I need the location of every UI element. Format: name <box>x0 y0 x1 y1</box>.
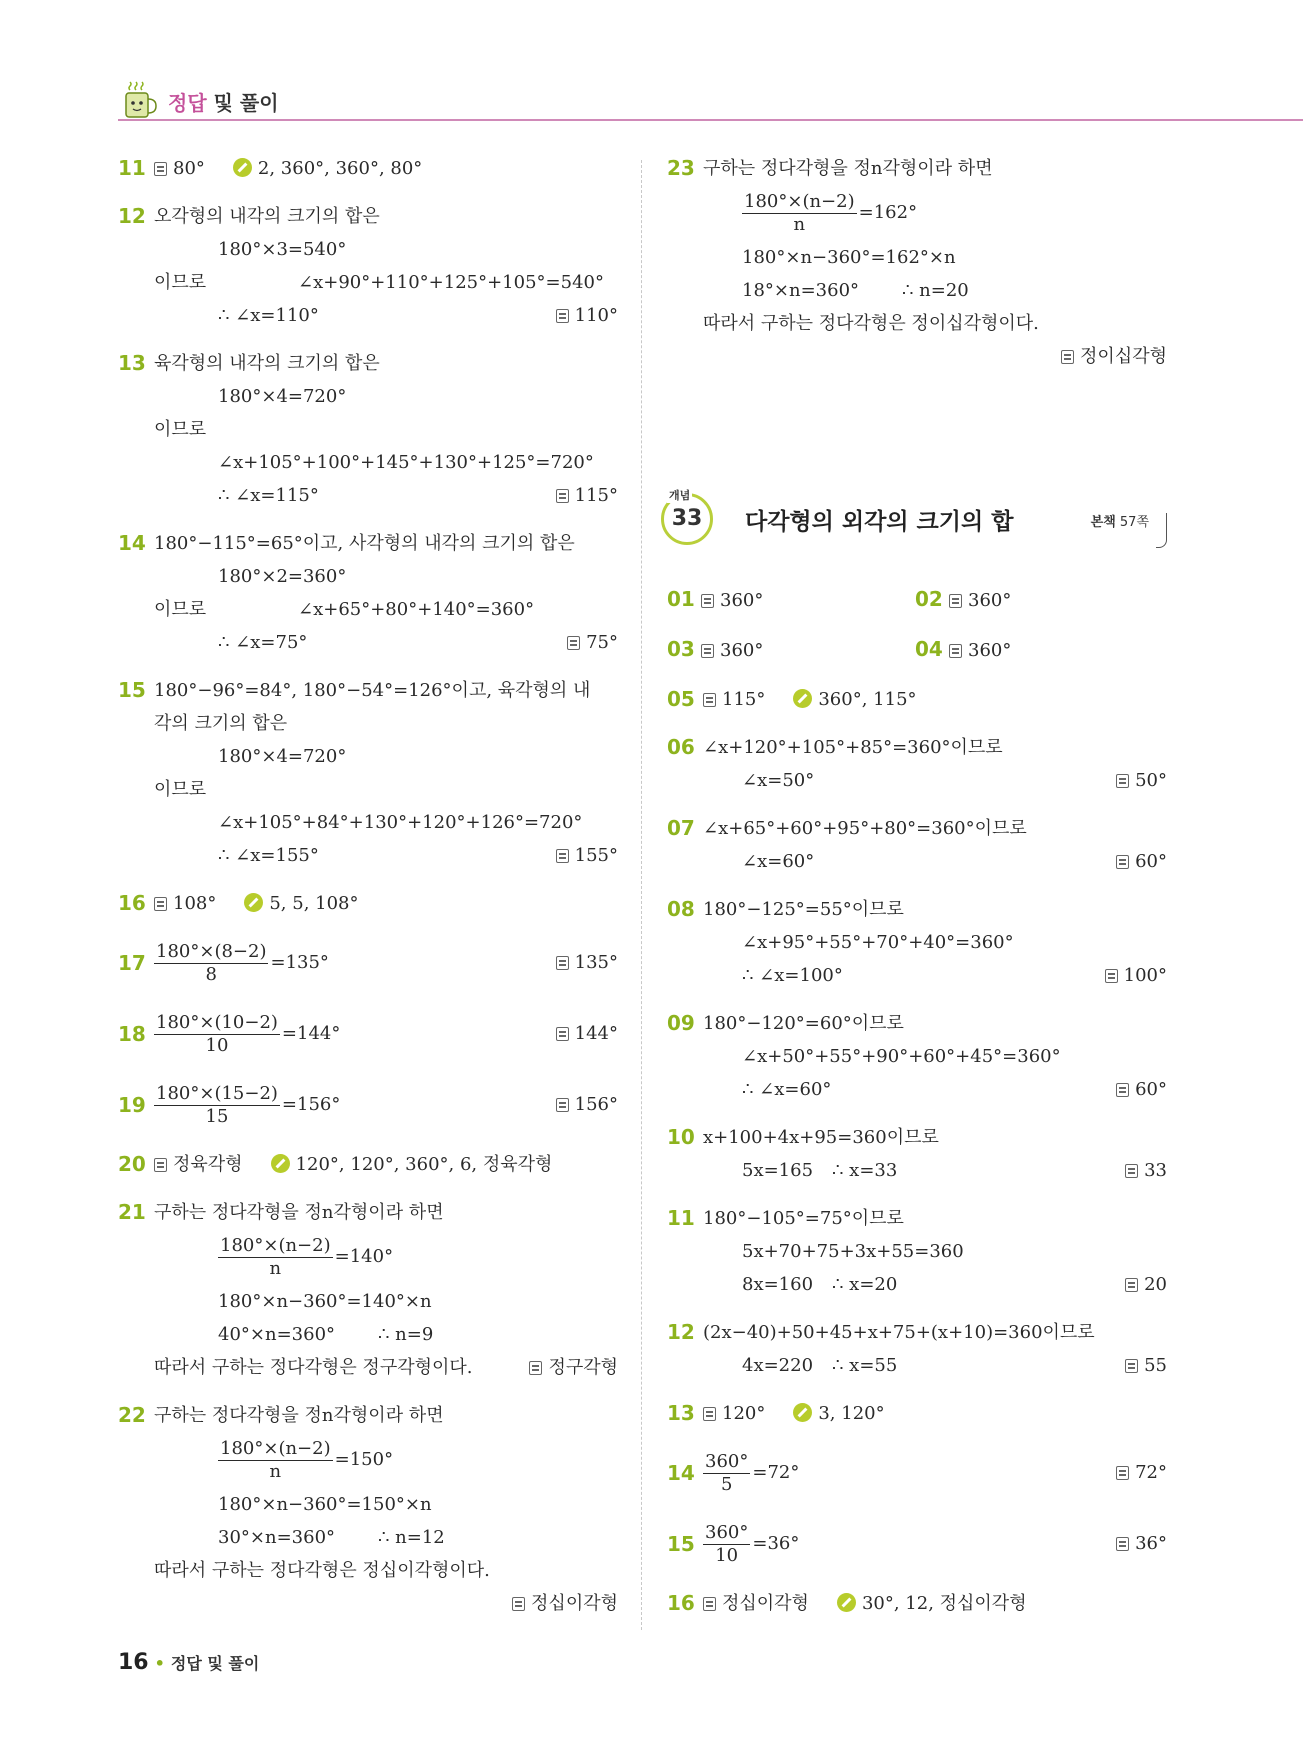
problem-number: 09 <box>667 1011 695 1035</box>
problem-13 <box>118 347 618 512</box>
page-header-title: 정답 및 풀이 <box>168 91 279 115</box>
solution-text: ∠x+105°+84°+130°+120°+126°=720° <box>218 812 583 833</box>
solution-text: ∴ ∠x=110° <box>218 305 319 326</box>
solution-text: ∠x=60° <box>742 851 815 872</box>
problem-number: 07 <box>667 816 695 840</box>
answer-value: 80° <box>173 158 205 179</box>
answer-value: 156° <box>574 1094 618 1115</box>
solution-text: 18°×n=360° <box>742 280 860 301</box>
problem-12-right <box>667 1316 1167 1382</box>
answer-row <box>667 633 1167 683</box>
answer-value: 360° <box>720 640 764 661</box>
answer-note-icon <box>567 636 580 650</box>
answer-value: 360° <box>968 590 1012 611</box>
check-pencil-icon <box>793 689 812 708</box>
solution-text: 180°×3=540° <box>218 239 347 260</box>
answer-value: 60° <box>1135 1079 1167 1100</box>
fraction: $\frac{180^\circ\times(8-2)}{8}$ <box>156 940 267 985</box>
problem-14-right <box>667 1445 1167 1501</box>
check-value: 5, 5, 108° <box>269 893 359 914</box>
solution-text: =150° <box>334 1449 394 1470</box>
answer-value: 100° <box>1123 965 1167 986</box>
left-column <box>118 152 618 1635</box>
answer-note-icon <box>701 594 714 608</box>
section-title: 다각형의 외각의 크기의 합 <box>745 509 1014 535</box>
solution-text: 구하는 정다각형을 정n각형이라 하면 <box>703 158 993 179</box>
answer-note-icon <box>1061 350 1074 364</box>
answer-note-icon <box>1125 1359 1138 1373</box>
problem-15-right <box>667 1516 1167 1572</box>
solution-text: 따라서 구하는 정다각형은 정십이각형이다. <box>154 1560 490 1581</box>
problem-15 <box>118 674 618 872</box>
check-value: 30°, 12, 정십이각형 <box>861 1593 1027 1614</box>
check-pencil-icon <box>233 158 252 177</box>
problem-number: 03 <box>667 637 695 661</box>
header-rule <box>118 119 1303 121</box>
check-pencil-icon <box>271 1154 290 1173</box>
answer-value: 360° <box>968 640 1012 661</box>
answer-note-icon <box>701 644 714 658</box>
answer-value: 정이십각형 <box>1080 346 1167 367</box>
answer-note-icon <box>1116 1083 1129 1097</box>
fraction: $\frac{180^\circ\times(n-2)}{n}$ <box>744 190 855 235</box>
solution-text: ∴ ∠x=155° <box>218 845 319 866</box>
answer-value: 108° <box>173 893 217 914</box>
answer-value: 115° <box>574 485 618 506</box>
problem-number: 23 <box>667 156 695 180</box>
answer-note-icon <box>1116 1466 1129 1480</box>
answer-note-icon <box>703 1407 716 1421</box>
solution-text: 구하는 정다각형을 정n각형이라 하면 <box>154 1405 444 1426</box>
answer-value: 55 <box>1144 1355 1167 1376</box>
answer-note-icon <box>1125 1278 1138 1292</box>
answer-note-icon <box>556 1027 569 1041</box>
solution-text: =144° <box>281 1023 341 1044</box>
section-header <box>667 483 1167 563</box>
solution-text: 180°×n−360°=162°×n <box>742 247 956 268</box>
problem-number: 14 <box>667 1461 695 1485</box>
answer-value: 60° <box>1135 851 1167 872</box>
problem-16-right <box>667 1587 1167 1620</box>
solution-text: ∴ n=9 <box>378 1324 434 1345</box>
solution-text: 육각형의 내각의 크기의 합은 <box>154 353 380 374</box>
problem-number: 13 <box>667 1401 695 1425</box>
answer-note-icon <box>1116 1537 1129 1551</box>
page-number: 16 <box>118 1650 149 1675</box>
solution-text: ∴ n=20 <box>902 280 969 301</box>
solution-text: 180°×4=720° <box>218 386 347 407</box>
problem-number: 16 <box>118 891 146 915</box>
answer-value: 정십이각형 <box>531 1593 618 1614</box>
solution-text: =156° <box>281 1094 341 1115</box>
fraction: $\frac{360^\circ}{5}$ <box>705 1450 749 1495</box>
footer-label: 정답 및 풀이 <box>170 1654 260 1673</box>
solution-text: 이므로 <box>154 419 207 440</box>
answer-note-icon <box>1116 774 1129 788</box>
answer-value: 110° <box>574 305 618 326</box>
solution-text: =140° <box>334 1246 394 1267</box>
check-pencil-icon <box>793 1403 812 1422</box>
solution-text: ∴ ∠x=60° <box>742 1079 832 1100</box>
problem-number: 13 <box>118 351 146 375</box>
problem-number: 21 <box>118 1200 146 1224</box>
answer-note-icon <box>154 162 167 176</box>
solution-text: ∠x+105°+100°+145°+130°+125°=720° <box>218 452 594 473</box>
solution-text: ∠x+95°+55°+70°+40°=360° <box>742 932 1014 953</box>
problem-19 <box>118 1077 618 1133</box>
solution-text: ∴ x=55 <box>832 1355 898 1376</box>
solution-text: 180°×4=720° <box>218 746 347 767</box>
problem-23 <box>667 152 1167 373</box>
problem-05 <box>667 683 1167 716</box>
check-pencil-icon <box>244 893 263 912</box>
problem-12 <box>118 200 618 332</box>
answer-note-icon <box>556 1098 569 1112</box>
answer-value: 정십이각형 <box>722 1593 809 1614</box>
answer-note-icon <box>556 309 569 323</box>
problem-16 <box>118 887 618 920</box>
solution-text: 구하는 정다각형을 정n각형이라 하면 <box>154 1202 444 1223</box>
solution-text: 180°−115°=65°이고, 사각형의 내각의 크기의 합은 <box>154 533 575 554</box>
answer-note-icon <box>1105 969 1118 983</box>
concept-label: 개념 <box>669 489 691 502</box>
problem-14 <box>118 527 618 659</box>
section-bracket <box>1156 513 1167 548</box>
answer-line <box>118 158 422 179</box>
solution-text: 8x=160 <box>742 1274 814 1295</box>
problem-10 <box>667 1121 1167 1187</box>
answer-note-icon <box>949 594 962 608</box>
problem-number: 17 <box>118 951 146 975</box>
answer-value: 75° <box>586 632 618 653</box>
answer-note-icon <box>1125 1164 1138 1178</box>
solution-text: 각의 크기의 합은 <box>154 713 288 734</box>
check-value: 120°, 120°, 360°, 6, 정육각형 <box>295 1154 553 1175</box>
solution-text: 따라서 구하는 정다각형은 정이십각형이다. <box>703 313 1039 334</box>
answer-value: 144° <box>574 1023 618 1044</box>
answer-value: 36° <box>1135 1533 1167 1554</box>
answer-note-icon <box>703 1597 716 1611</box>
answer-value: 33 <box>1144 1160 1167 1181</box>
column-divider <box>641 160 642 1630</box>
answer-value: 155° <box>574 845 618 866</box>
problem-07 <box>667 812 1167 878</box>
answer-note-icon <box>529 1361 542 1375</box>
problem-number: 12 <box>667 1320 695 1344</box>
fraction: $\frac{180^\circ\times(15-2)}{15}$ <box>156 1082 278 1127</box>
problem-11-right <box>667 1202 1167 1301</box>
answer-value: 정구각형 <box>548 1357 618 1378</box>
fraction: $\frac{360^\circ}{10}$ <box>705 1521 749 1566</box>
solution-text: ∠x+90°+110°+125°+105°=540° <box>298 272 604 293</box>
solution-text: 180°−120°=60°이므로 <box>703 1013 904 1034</box>
solution-text: =72° <box>752 1462 800 1483</box>
check-value: 3, 120° <box>818 1403 885 1424</box>
problem-number: 04 <box>915 637 943 661</box>
problem-number: 05 <box>667 687 695 711</box>
answer-value: 120° <box>722 1403 766 1424</box>
fraction: $\frac{180^\circ\times(n-2)}{n}$ <box>220 1437 331 1482</box>
answer-value: 72° <box>1135 1462 1167 1483</box>
check-value: 360°, 115° <box>818 689 917 710</box>
problem-number: 18 <box>118 1022 146 1046</box>
solution-text: 180°×n−360°=150°×n <box>218 1494 432 1515</box>
solution-text: =135° <box>270 952 329 973</box>
problem-number: 01 <box>667 587 695 611</box>
problem-22 <box>118 1399 618 1620</box>
check-value: 2, 360°, 360°, 80° <box>257 158 423 179</box>
cup-mascot-icon <box>118 78 160 122</box>
solution-text: ∴ x=33 <box>832 1160 898 1181</box>
problem-20 <box>118 1148 618 1181</box>
answer-note-icon <box>556 489 569 503</box>
solution-text: ∴ ∠x=115° <box>218 485 319 506</box>
problem-06 <box>667 731 1167 797</box>
answer-note-icon <box>512 1597 525 1611</box>
solution-text: 이므로 <box>154 272 207 293</box>
fraction: $\frac{180^\circ\times(n-2)}{n}$ <box>220 1234 331 1279</box>
solution-text: 4x=220 <box>742 1355 814 1376</box>
answer-row <box>667 583 1167 633</box>
solution-text: ∠x+65°+80°+140°=360° <box>298 599 535 620</box>
problem-number: 02 <box>915 587 943 611</box>
solution-text: ∠x+65°+60°+95°+80°=360°이므로 <box>703 818 1027 839</box>
problem-number: 06 <box>667 735 695 759</box>
problem-17 <box>118 935 618 991</box>
page-header <box>118 78 1303 124</box>
problem-number: 15 <box>118 678 146 702</box>
solution-text: 오각형의 내각의 크기의 합은 <box>154 206 380 227</box>
solution-text: ∴ ∠x=75° <box>218 632 308 653</box>
answer-value: 20 <box>1144 1274 1167 1295</box>
answer-note-icon <box>556 956 569 970</box>
footer-separator: • <box>154 1654 165 1673</box>
problem-09 <box>667 1007 1167 1106</box>
solution-text: ∠x+120°+105°+85°=360°이므로 <box>703 737 1003 758</box>
solution-text: 이므로 <box>154 779 207 800</box>
solution-text: 180°−125°=55°이므로 <box>703 899 904 920</box>
solution-text: 따라서 구하는 정다각형은 정구각형이다. <box>154 1357 473 1378</box>
answer-value: 50° <box>1135 770 1167 791</box>
answer-note-icon <box>703 693 716 707</box>
solution-text: ∴ ∠x=100° <box>742 965 843 986</box>
answer-note-icon <box>556 849 569 863</box>
problem-08 <box>667 893 1167 992</box>
answer-value: 360° <box>720 590 764 611</box>
problem-number: 22 <box>118 1403 146 1427</box>
problem-11 <box>118 152 618 185</box>
check-pencil-icon <box>837 1593 856 1612</box>
problem-number: 11 <box>118 156 146 180</box>
solution-text: 180°×2=360° <box>218 566 347 587</box>
solution-text: ∠x+50°+55°+90°+60°+45°=360° <box>742 1046 1061 1067</box>
concept-number: 33 <box>671 506 703 531</box>
solution-text: 30°×n=360° <box>218 1527 336 1548</box>
problem-13-right <box>667 1397 1167 1430</box>
answer-note-icon <box>154 1158 167 1172</box>
fraction: $\frac{180^\circ\times(10-2)}{10}$ <box>156 1011 278 1056</box>
solution-text: ∴ x=20 <box>832 1274 898 1295</box>
answer-value: 115° <box>722 689 766 710</box>
right-column <box>667 152 1167 1635</box>
problem-number: 12 <box>118 204 146 228</box>
solution-text: x+100+4x+95=360이므로 <box>703 1127 939 1148</box>
solution-text: 180°×n−360°=140°×n <box>218 1291 432 1312</box>
page-footer <box>118 1650 259 1675</box>
problem-number: 20 <box>118 1152 146 1176</box>
problem-number: 14 <box>118 531 146 555</box>
problem-number: 10 <box>667 1125 695 1149</box>
answer-value: 정육각형 <box>173 1154 243 1175</box>
problem-number: 15 <box>667 1532 695 1556</box>
solution-text: 5x=165 <box>742 1160 814 1181</box>
answer-note-icon <box>154 897 167 911</box>
solution-text: ∴ n=12 <box>378 1527 445 1548</box>
problem-number: 16 <box>667 1591 695 1615</box>
solution-text: ∠x=50° <box>742 770 815 791</box>
answer-note-icon <box>1116 855 1129 869</box>
solution-text: (2x−40)+50+45+x+75+(x+10)=360이므로 <box>703 1322 1095 1343</box>
solution-text: 180°−105°=75°이므로 <box>703 1208 904 1229</box>
problem-number: 19 <box>118 1093 146 1117</box>
solution-text: =36° <box>752 1533 800 1554</box>
problem-number: 08 <box>667 897 695 921</box>
solution-text: 5x+70+75+3x+55=360 <box>742 1241 964 1262</box>
answer-note-icon <box>949 644 962 658</box>
solution-text: 이므로 <box>154 599 207 620</box>
solution-text: =162° <box>858 202 918 223</box>
problem-18 <box>118 1006 618 1062</box>
answer-value: 135° <box>574 952 618 973</box>
problem-number: 11 <box>667 1206 695 1230</box>
textbook-reference: 본책 57쪽 <box>1090 515 1149 530</box>
solution-text: 180°−96°=84°, 180°−54°=126°이고, 육각형의 내 <box>154 680 591 701</box>
problem-21 <box>118 1196 618 1384</box>
solution-text: 40°×n=360° <box>218 1324 336 1345</box>
